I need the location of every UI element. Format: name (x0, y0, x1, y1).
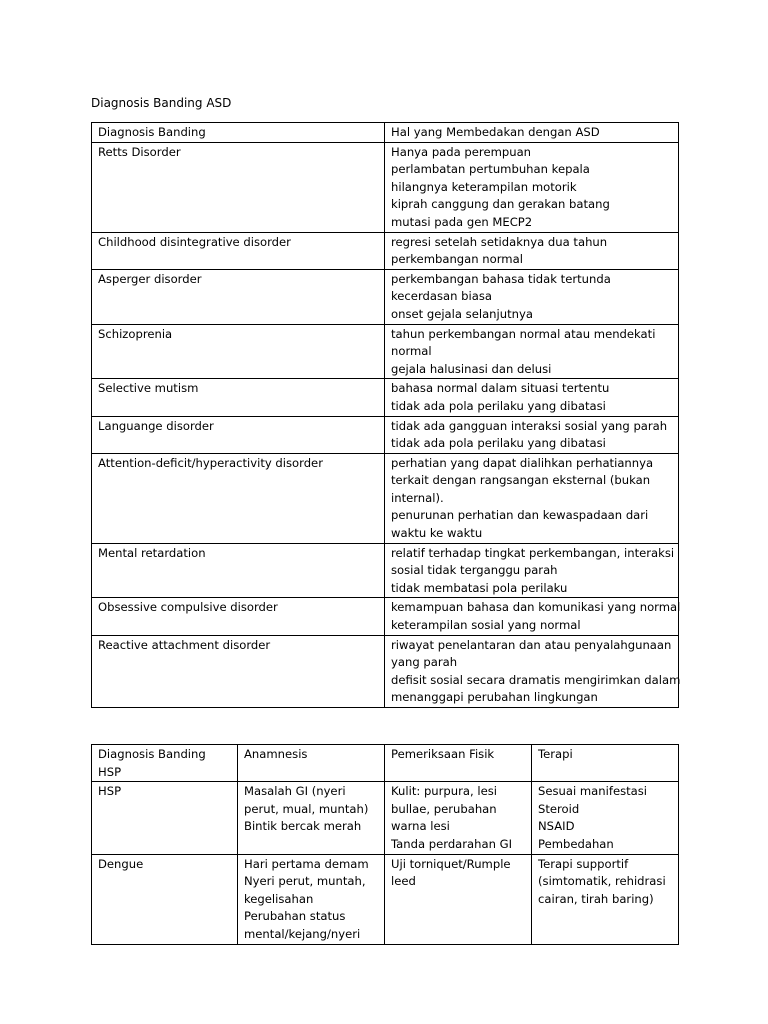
cell-line: Perubahan status (244, 909, 346, 924)
cell-line: terkait dengan rangsangan eksternal (bukan (391, 473, 651, 488)
cell-line: mutasi pada gen MECP2 (391, 214, 533, 229)
cell-line: perhatian yang dapat dialihkan perhatiannya (391, 455, 654, 470)
cell-line: sosial tidak terganggu parah (391, 563, 558, 578)
difference-cell (385, 142, 679, 232)
cell-line: waktu ke waktu (391, 526, 483, 541)
cell-line: internal). (391, 490, 444, 505)
diagnosis-cell: Childhood disintegrative disorder (92, 232, 385, 269)
cell-line: leed (391, 874, 416, 889)
cell-line: NSAID (538, 819, 575, 834)
cell-line: Masalah GI (nyeri (244, 784, 346, 799)
cell-line: Steroid (538, 801, 580, 816)
diagnosis-cell: Mental retardation (92, 543, 385, 598)
diagnosis-cell: Reactive attachment disorder (92, 635, 385, 707)
cell-line: yang parah (391, 655, 458, 670)
header-cell-anamnesis: Anamnesis (238, 745, 385, 782)
therapy-cell (532, 782, 679, 854)
difference-cell (385, 416, 679, 453)
header-cell-therapy: Terapi (532, 745, 679, 782)
table-row (92, 854, 679, 944)
header-cell-diagnosis: Diagnosis Banding (92, 123, 385, 143)
therapy-cell (532, 854, 679, 944)
diagnosis-cell: Schizoprenia (92, 324, 385, 379)
table-header-row (92, 123, 679, 143)
cell-line: bullae, perubahan (391, 801, 497, 816)
cell-line: Kulit: purpura, lesi (391, 784, 497, 799)
cell-line: perlambatan pertumbuhan kepala (391, 162, 590, 177)
cell-line: Uji torniquet/Rumple (391, 856, 511, 871)
diagnosis-cell: Obsessive compulsive disorder (92, 598, 385, 635)
table-row (92, 379, 679, 416)
cell-line: tidak ada pola perilaku yang dibatasi (391, 398, 606, 413)
cell-line: kecerdasan biasa (391, 289, 492, 304)
anamnesis-cell (238, 854, 385, 944)
diagnosis-cell: Attention-deficit/hyperactivity disorder (92, 453, 385, 543)
table-row (92, 782, 679, 854)
cell-line: gejala halusinasi dan delusi (391, 361, 552, 376)
table-row (92, 324, 679, 379)
diagnosis-cell: Retts Disorder (92, 142, 385, 232)
asd-differential-table (91, 122, 679, 708)
difference-cell (385, 635, 679, 707)
difference-cell (385, 543, 679, 598)
table-row (92, 598, 679, 635)
table-row (92, 416, 679, 453)
cell-line: warna lesi (391, 819, 450, 834)
difference-cell (385, 379, 679, 416)
cell-line: (simtomatik, rehidrasi (538, 874, 666, 889)
cell-line: perkembangan normal (391, 252, 523, 267)
cell-line: Terapi supportif (538, 856, 629, 871)
table-header-row (92, 745, 679, 782)
header-cell-physical-exam: Pemeriksaan Fisik (385, 745, 532, 782)
difference-cell (385, 269, 679, 324)
anamnesis-cell (238, 782, 385, 854)
diagnosis-cell: HSP (92, 782, 238, 854)
cell-line: onset gejala selanjutnya (391, 306, 533, 321)
cell-line: tidak ada pola perilaku yang dibatasi (391, 436, 606, 451)
table-row (92, 543, 679, 598)
table-row (92, 635, 679, 707)
diagnosis-cell: Languange disorder (92, 416, 385, 453)
cell-line: menanggapi perubahan lingkungan (391, 690, 598, 705)
diagnosis-cell: Selective mutism (92, 379, 385, 416)
cell-line: kiprah canggung dan gerakan batang (391, 197, 610, 212)
table-row (92, 269, 679, 324)
cell-line: kemampuan bahasa dan komunikasi yang normal (391, 600, 681, 615)
cell-line: perut, mual, muntah) (244, 801, 369, 816)
table-row (92, 142, 679, 232)
cell-line: Tanda perdarahan GI (391, 836, 513, 851)
hsp-differential-table (91, 744, 679, 945)
cell-line: mental/kejang/nyeri (244, 926, 361, 941)
cell-line: Nyeri perut, muntah, (244, 874, 366, 889)
cell-line: bahasa normal dalam situasi tertentu (391, 381, 610, 396)
cell-line: Bintik bercak merah (244, 819, 362, 834)
cell-line: tahun perkembangan normal atau mendekati (391, 326, 656, 341)
cell-line: hilangnya keterampilan motorik (391, 179, 577, 194)
cell-line: Sesuai manifestasi (538, 784, 648, 799)
header-cell-difference: Hal yang Membedakan dengan ASD (385, 123, 679, 143)
physical-exam-cell (385, 782, 532, 854)
cell-line: tidak ada gangguan interaksi sosial yang parah (391, 418, 668, 433)
cell-line: Hari pertama demam (244, 856, 369, 871)
document-title: Diagnosis Banding ASD (91, 96, 232, 110)
physical-exam-cell (385, 854, 532, 944)
header-cell-diagnosis: Diagnosis Banding HSP (92, 745, 238, 782)
cell-line: Hanya pada perempuan (391, 144, 532, 159)
cell-line: normal (391, 344, 432, 359)
cell-line: kegelisahan (244, 891, 314, 906)
difference-cell (385, 453, 679, 543)
difference-cell (385, 232, 679, 269)
difference-cell (385, 324, 679, 379)
diagnosis-cell: Asperger disorder (92, 269, 385, 324)
cell-line: Pembedahan (538, 836, 614, 851)
cell-line: perkembangan bahasa tidak tertunda (391, 271, 611, 286)
table-row (92, 453, 679, 543)
cell-line: tidak membatasi pola perilaku (391, 580, 568, 595)
diagnosis-cell: Dengue (92, 854, 238, 944)
cell-line: cairan, tirah baring) (538, 891, 654, 906)
table-row (92, 232, 679, 269)
cell-line: penurunan perhatian dan kewaspadaan dari (391, 508, 649, 523)
difference-cell (385, 598, 679, 635)
cell-line: keterampilan sosial yang normal (391, 618, 581, 633)
cell-line: defisit sosial secara dramatis mengirimkan dalam (391, 672, 681, 687)
cell-line: regresi setelah setidaknya dua tahun (391, 234, 608, 249)
cell-line: relatif terhadap tingkat perkembangan, interaksi (391, 545, 675, 560)
cell-line: riwayat penelantaran dan atau penyalahgunaan (391, 637, 672, 652)
